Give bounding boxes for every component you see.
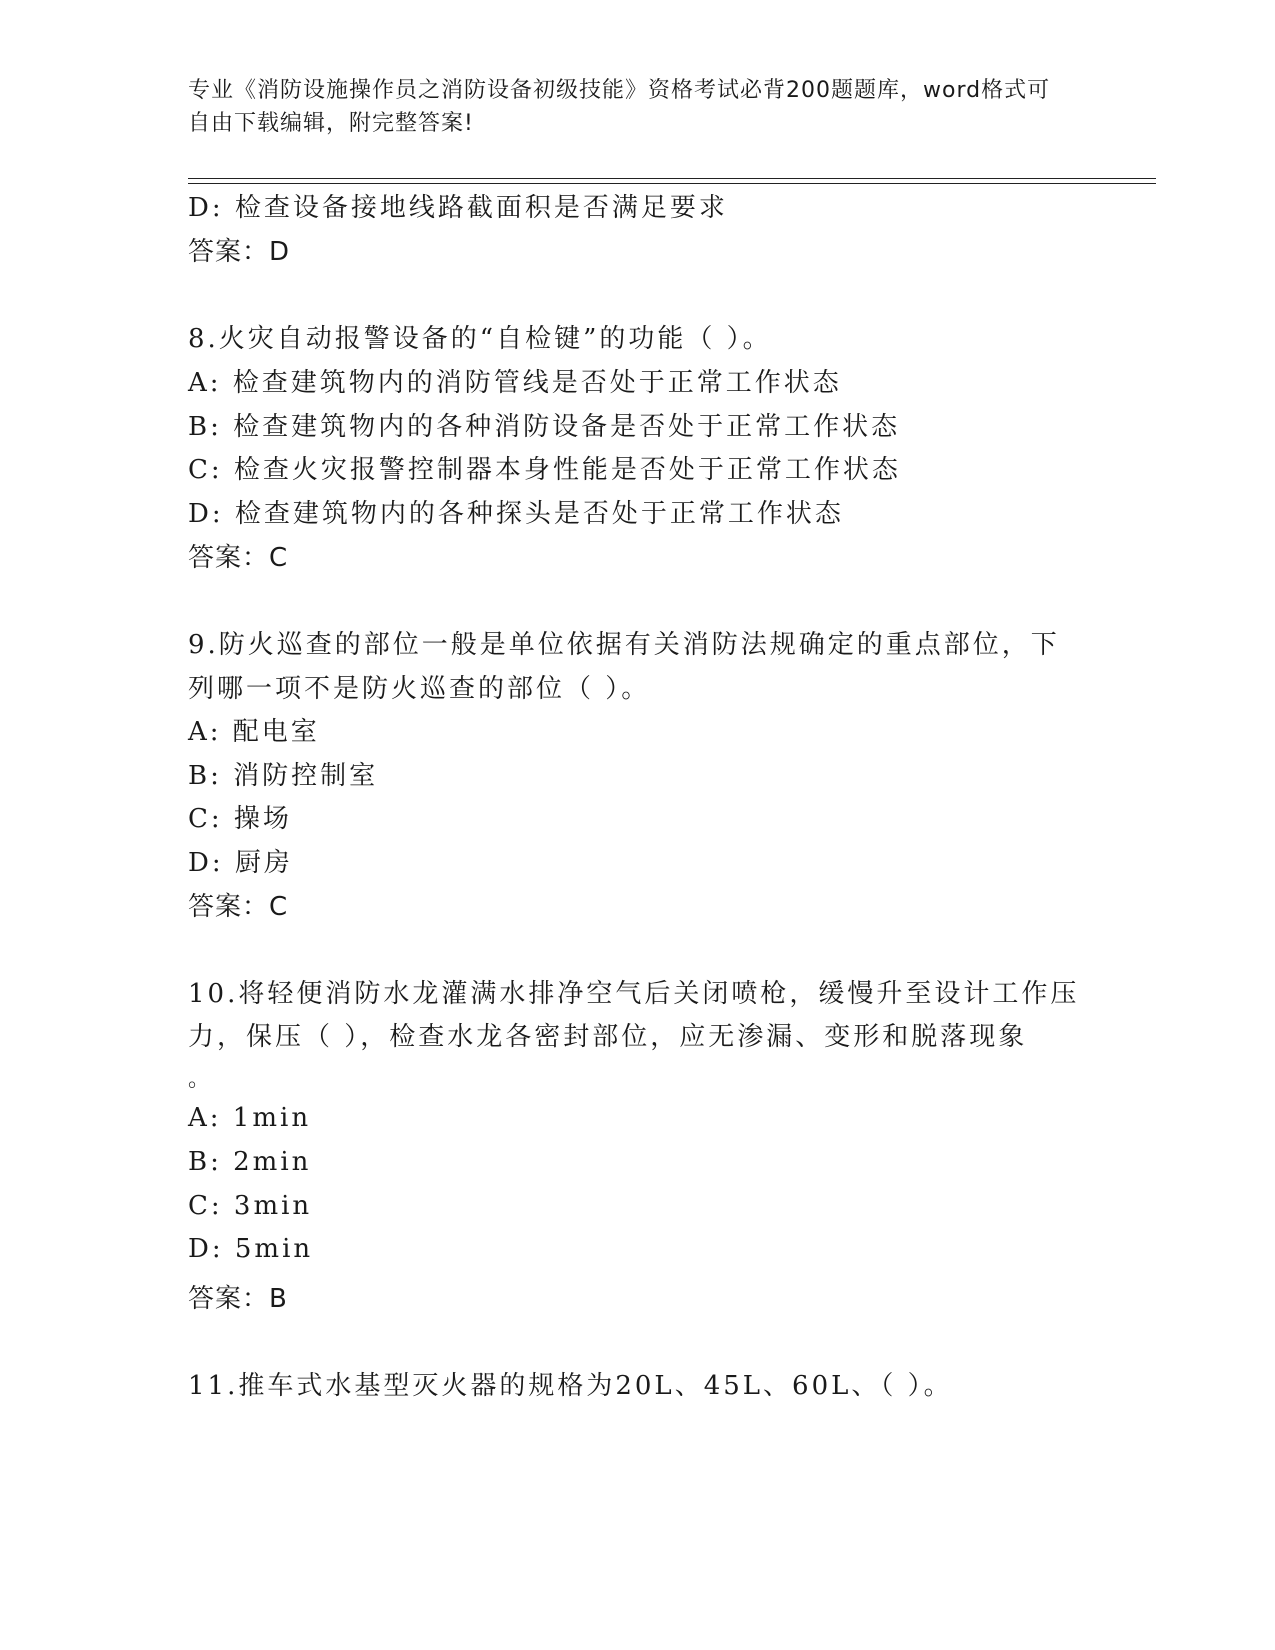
header-divider-bottom (188, 183, 1156, 184)
header-divider-top (188, 178, 1156, 179)
header-title: 专业《消防设施操作员之消防设备初级技能》资格考试必背200题题库，word格式可自由下载编辑，附完整答案! (188, 78, 1051, 136)
q9-option-b: B: 消防控制室 (188, 761, 379, 791)
q7-option-d: D: 检查设备接地线路截面积是否满足要求 (188, 193, 728, 223)
q10-stem-line2: 力，保压（ ），检查水龙各密封部位，应无渗漏、变形和脱落现象 (188, 1022, 1028, 1052)
q9-option-d: D: 厨房 (188, 848, 293, 878)
q9-option-c: C: 操场 (188, 804, 292, 834)
q8-option-d: D: 检查建筑物内的各种探头是否处于正常工作状态 (188, 499, 844, 529)
q8-option-a: A: 检查建筑物内的消防管线是否处于正常工作状态 (188, 368, 842, 398)
q10-answer: 答案：B (188, 1284, 288, 1314)
q10-option-a: A: 1min (188, 1103, 312, 1133)
q8-option-c: C: 检查火灾报警控制器本身性能是否处于正常工作状态 (188, 455, 901, 485)
document-header (188, 74, 1068, 140)
q9-stem-line2: 列哪一项不是防火巡查的部位（ ）。 (188, 674, 651, 704)
q8-option-b: B: 检查建筑物内的各种消防设备是否处于正常工作状态 (188, 412, 901, 442)
q9-stem-line1: 9.防火巡查的部位一般是单位依据有关消防法规确定的重点部位，下 (188, 630, 1060, 660)
q10-option-c: C: 3min (188, 1191, 313, 1221)
q11-stem: 11.推车式水基型灭火器的规格为20L、45L、60L、（ ）。 (188, 1371, 953, 1401)
q7-answer: 答案：D (188, 237, 291, 267)
q10-option-d: D: 5min (188, 1234, 314, 1264)
q8-stem: 8.火灾自动报警设备的“自检键”的功能（ ）。 (188, 324, 772, 354)
q9-option-a: A: 配电室 (188, 717, 320, 747)
q8-answer: 答案：C (188, 543, 289, 573)
q10-stem-line3: 。 (188, 1067, 214, 1092)
q9-answer: 答案：C (188, 892, 289, 922)
q10-option-b: B: 2min (188, 1147, 312, 1177)
q10-stem-line1: 10.将轻便消防水龙灌满水排净空气后关闭喷枪，缓慢升至设计工作压 (188, 979, 1080, 1009)
